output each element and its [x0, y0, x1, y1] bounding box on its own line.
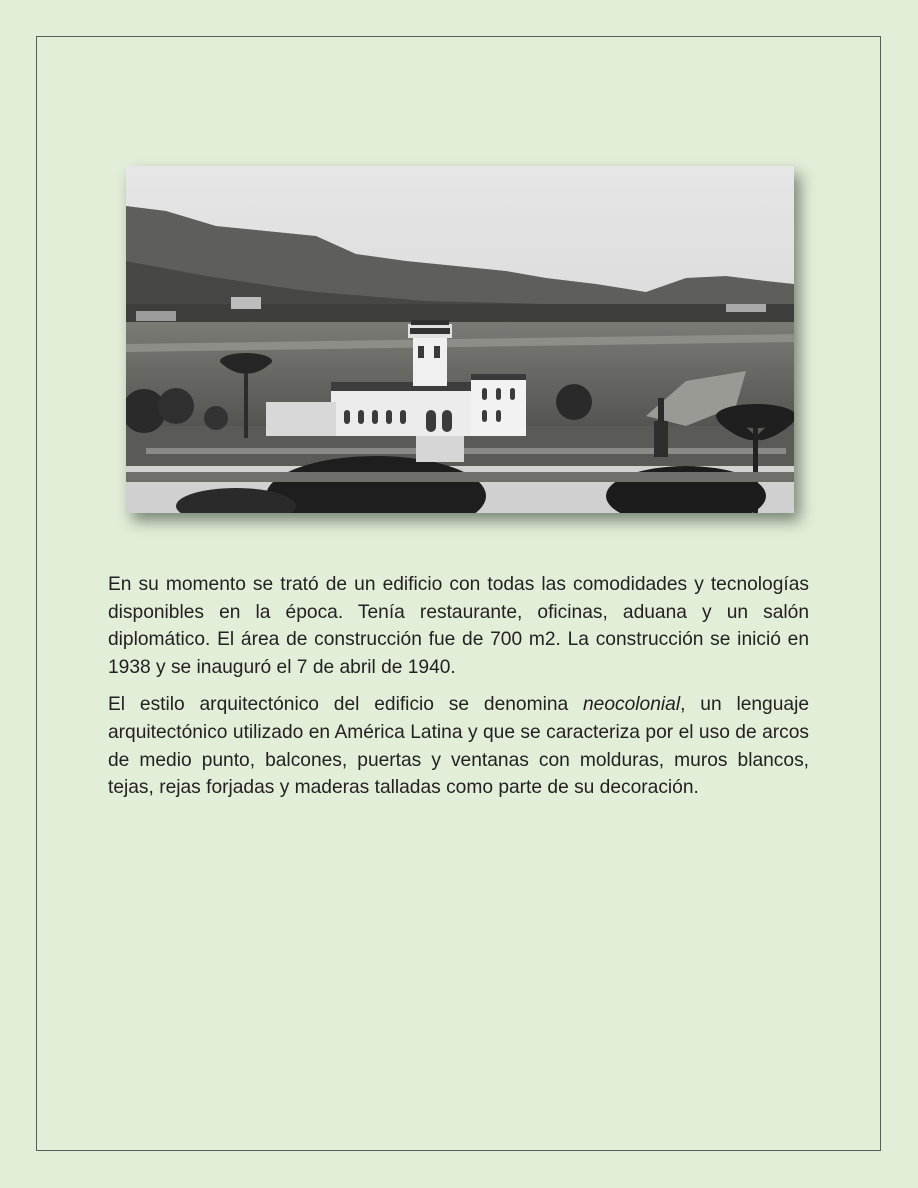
photo-illustration: [126, 166, 794, 513]
body-text: [108, 571, 809, 812]
paragraph-construction: En su momento se trató de un edificio con todas las comodidades y tecnologías disponibles en la época. Tenía restaurante, oficinas, aduana y un salón diplomático. El área de construcción fue de 700 m2. La construcción se inició en 1938 y se inauguró el 7 de abril de 1940.: [108, 574, 809, 678]
style-term-italic: neocolonial: [583, 694, 681, 716]
paragraph-architecture: [108, 691, 809, 801]
historic-airport-photo: [126, 166, 794, 513]
paragraph-architecture-start: El estilo arquitectónico del edificio se denomina: [108, 694, 584, 716]
paragraph-architecture-end: , un lenguaje arquitectónico utilizado en América Latina y que se caracteriza por el uso de arcos de medio punto, balcones, puertas y ventanas con molduras, muros blancos, tejas, rejas forjadas y maderas talladas como parte de su decoración.: [108, 694, 809, 799]
